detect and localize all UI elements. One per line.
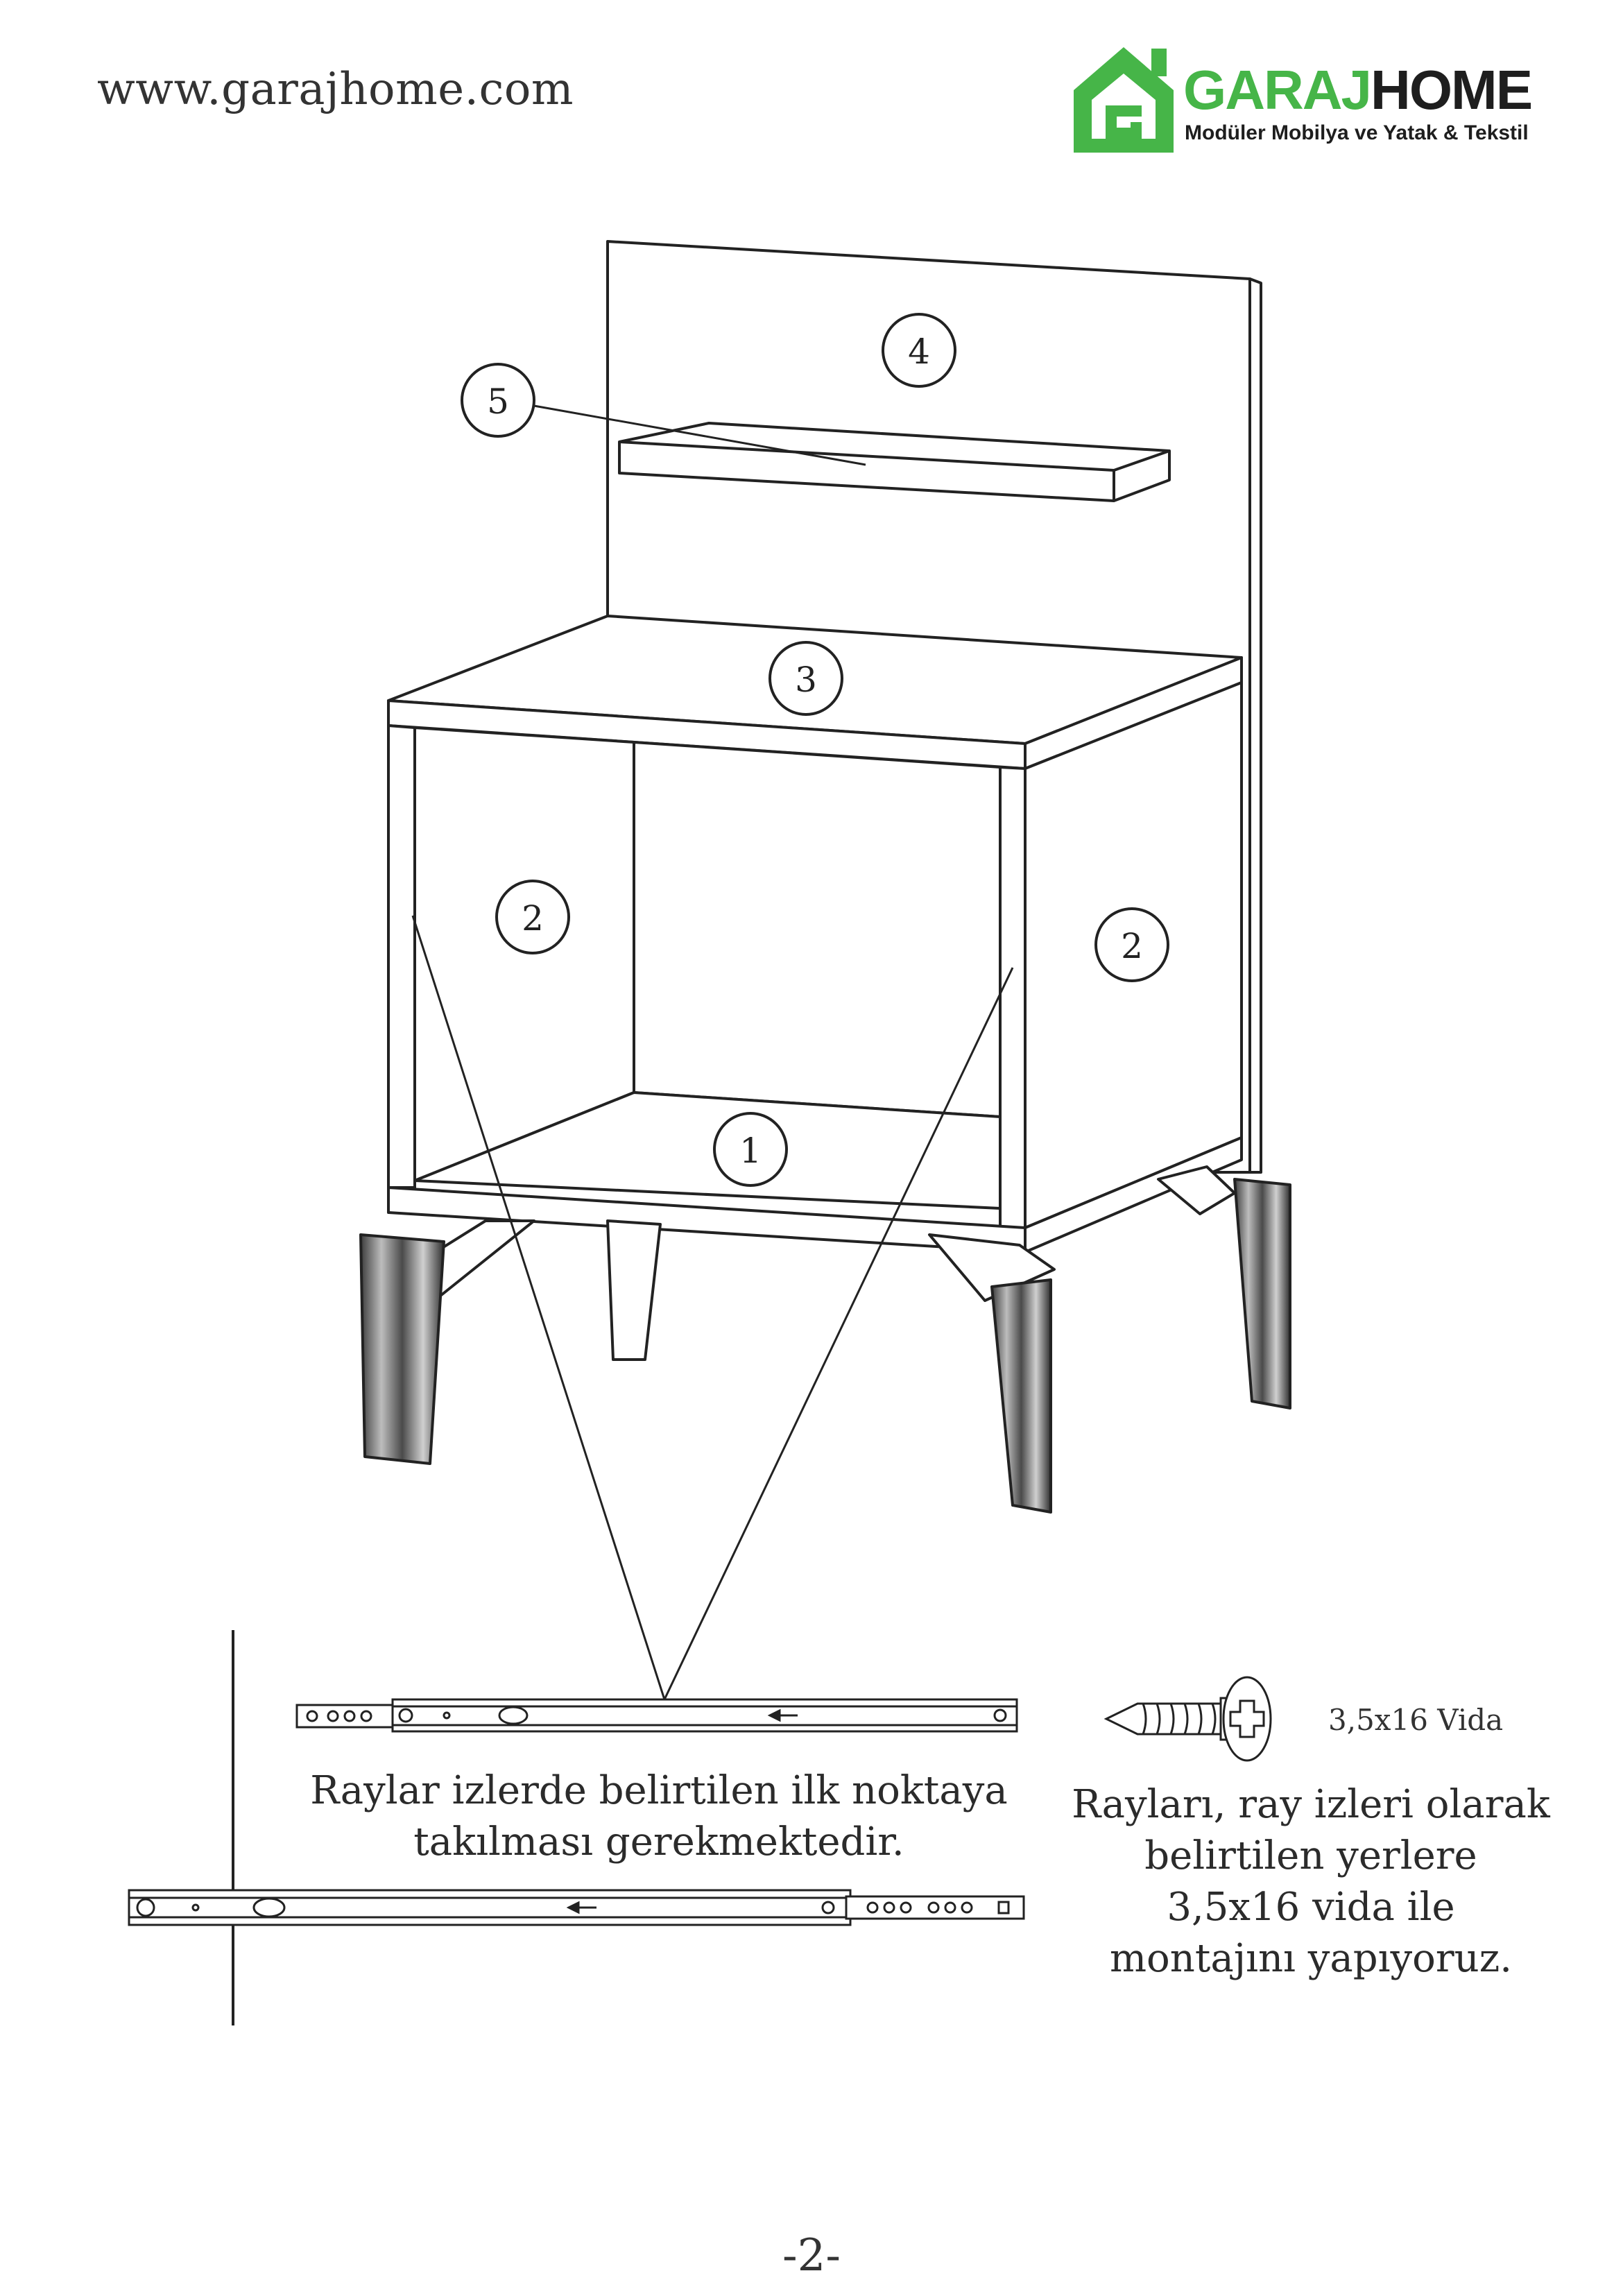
part-label-5: 5 bbox=[487, 382, 509, 422]
rail-instruction-left-line1: Raylar izlerde belirtilen ilk noktaya bbox=[310, 1768, 1008, 1813]
rail-instruction-right-line4: montajını yapıyoruz. bbox=[1109, 1935, 1513, 1981]
part-label-2-left: 2 bbox=[522, 898, 544, 939]
brand-name-part1: GARAJ bbox=[1183, 59, 1371, 121]
screw-label: 3,5x16 Vida bbox=[1328, 1703, 1504, 1737]
rail-instruction-right-line1: Rayları, ray izleri olarak bbox=[1072, 1782, 1550, 1827]
rail-instruction-right-line3: 3,5x16 vida ile bbox=[1167, 1884, 1455, 1930]
brand-name-part2: HOME bbox=[1371, 59, 1532, 121]
brand-tagline: Modüler Mobilya ve Yatak & Tekstil bbox=[1185, 121, 1529, 144]
drawer-rail-lower bbox=[129, 1890, 1024, 1925]
part-label-2-right: 2 bbox=[1121, 926, 1143, 966]
part-label-4: 4 bbox=[908, 332, 930, 372]
part-label-1: 1 bbox=[739, 1131, 762, 1171]
rail-instruction-left bbox=[291, 1765, 1027, 1868]
page-number: -2- bbox=[782, 2230, 841, 2281]
rail-instruction-right bbox=[1040, 1779, 1581, 1985]
part-label-3: 3 bbox=[795, 660, 817, 700]
rail-instruction-right-line2: belirtilen yerlere bbox=[1144, 1833, 1477, 1878]
screw-icon bbox=[1106, 1677, 1271, 1760]
drawer-rail-upper bbox=[297, 1699, 1017, 1731]
rail-instruction-left-line2: takılması gerekmektedir. bbox=[413, 1819, 904, 1865]
website-url: www.garajhome.com bbox=[97, 64, 574, 115]
